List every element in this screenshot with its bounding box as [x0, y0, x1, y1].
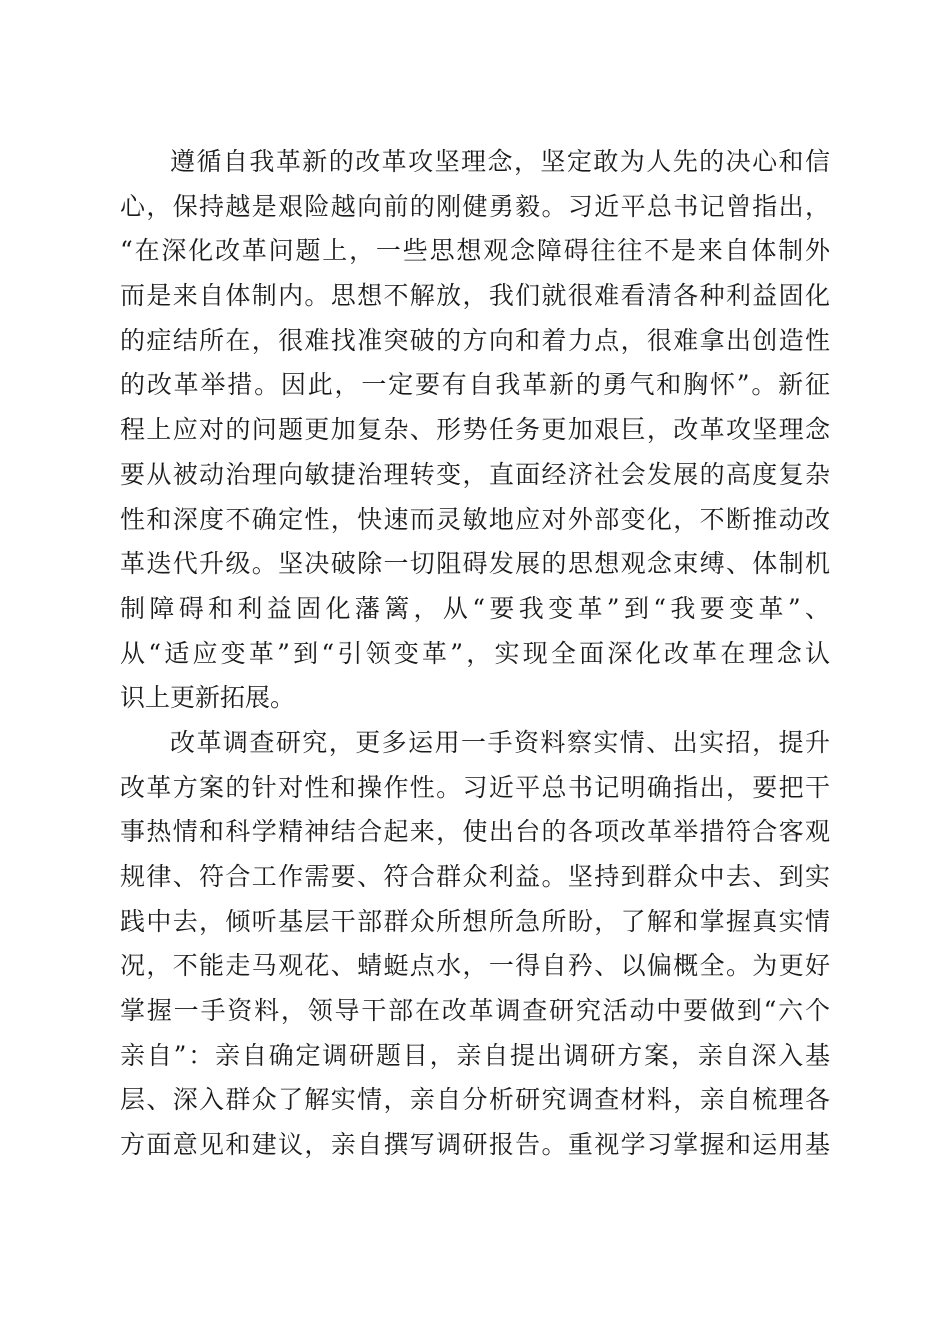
text-line: 况，不能走马观花、蜻蜓点水，一得自矜、以偏概全。为更好 — [120, 951, 830, 981]
text-line: 规律、符合工作需要、符合群众利益。坚持到群众中去、到实 — [120, 862, 830, 891]
paragraph-reform-philosophy — [120, 140, 830, 721]
text-line: 改革方案的针对性和操作性。习近平总书记明确指出，要把干 — [120, 772, 830, 802]
text-line: 掌握一手资料，领导干部在改革调查研究活动中要做到“六个 — [120, 996, 830, 1026]
text-line: “在深化改革问题上，一些思想观念障碍往往不是来自体制外 — [120, 236, 830, 266]
text-line: 的改革举措。因此，一定要有自我革新的勇气和胸怀”。新征 — [120, 370, 830, 400]
text-line: 制障碍和利益固化藩篱，从“要我变革”到“我要变革”、 — [120, 593, 830, 623]
paragraph-reform-research — [120, 721, 830, 1168]
text-line: 识上更新拓展。 — [120, 683, 296, 713]
text-line: 革迭代升级。坚决破除一切阻碍发展的思想观念束缚、体制机 — [120, 549, 830, 579]
text-line: 事热情和科学精神结合起来，使出台的各项改革举措符合客观 — [120, 817, 830, 847]
text-line: 心，保持越是艰险越向前的刚健勇毅。习近平总书记曾指出， — [120, 191, 830, 221]
text-line: 遵循自我革新的改革攻坚理念，坚定敢为人先的决心和信 — [170, 147, 830, 176]
text-line: 的症结所在，很难找准突破的方向和着力点，很难拿出创造性 — [120, 325, 830, 355]
text-line: 方面意见和建议，亲自撰写调研报告。重视学习掌握和运用基 — [120, 1130, 830, 1160]
text-line: 要从被动治理向敏捷治理转变，直面经济社会发展的高度复杂 — [120, 459, 830, 489]
text-line: 亲自”：亲自确定调研题目，亲自提出调研方案，亲自深入基 — [120, 1040, 830, 1070]
text-line: 从“适应变革”到“引领变革”，实现全面深化改革在理念认 — [120, 638, 830, 668]
text-line: 而是来自体制内。思想不解放，我们就很难看清各种利益固化 — [120, 281, 830, 311]
text-line: 程上应对的问题更加复杂、形势任务更加艰巨，改革攻坚理念 — [120, 415, 830, 445]
body-text — [120, 140, 830, 1168]
text-line: 性和深度不确定性，快速而灵敏地应对外部变化，不断推动改 — [120, 504, 830, 534]
text-line: 改革调查研究，更多运用一手资料察实情、出实招，提升 — [170, 727, 830, 757]
text-line: 践中去，倾听基层干部群众所想所急所盼，了解和掌握真实情 — [120, 906, 830, 936]
text-line: 层、深入群众了解实情，亲自分析研究调查材料，亲自梳理各 — [120, 1085, 830, 1115]
